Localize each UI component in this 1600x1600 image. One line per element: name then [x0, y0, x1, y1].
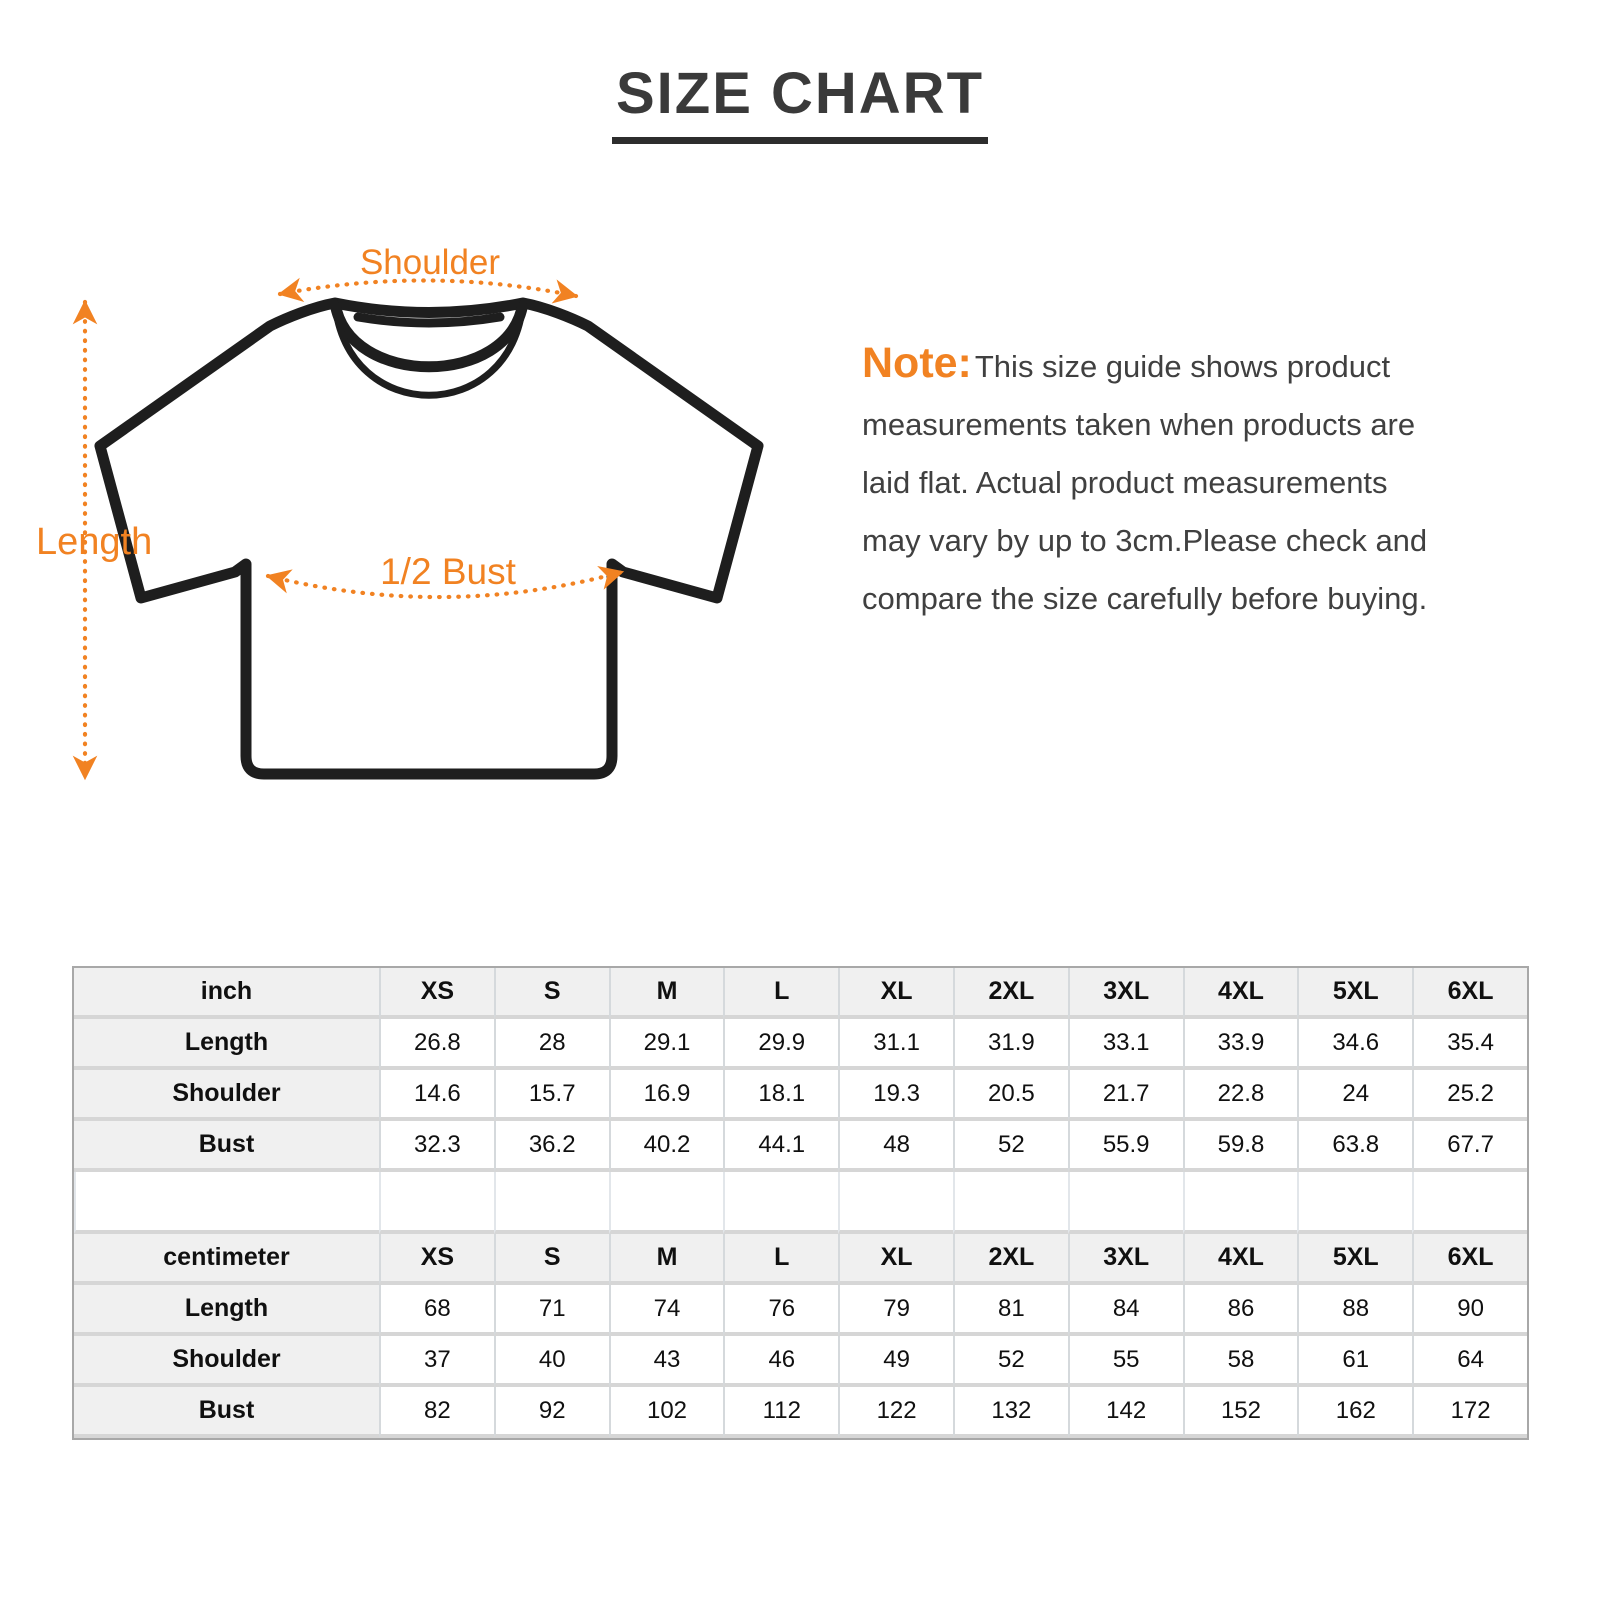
measurement-value: 58 [1183, 1336, 1298, 1387]
measurement-value: 84 [1068, 1285, 1183, 1336]
measurement-value: 102 [609, 1387, 724, 1438]
measurement-value: 33.1 [1068, 1019, 1183, 1070]
note-line: Note:This size guide shows product [862, 339, 1391, 387]
size-col-header: 3XL [1068, 1234, 1183, 1285]
measurement-value: 90 [1412, 1285, 1527, 1336]
measurement-value: 52 [953, 1121, 1068, 1172]
note-label: Note: [862, 339, 972, 387]
measurement-value: 132 [953, 1387, 1068, 1438]
measurement-value: 81 [953, 1285, 1068, 1336]
spacer-cell [609, 1172, 724, 1234]
size-col-header: 6XL [1412, 1234, 1527, 1285]
measurement-value: 52 [953, 1336, 1068, 1387]
size-col-header: 2XL [953, 968, 1068, 1019]
table-spacer-row [74, 1172, 1527, 1234]
measurement-value: 172 [1412, 1387, 1527, 1438]
measurement-value: 68 [379, 1285, 494, 1336]
row-label: Length [74, 1285, 379, 1336]
measurement-value: 40 [494, 1336, 609, 1387]
row-label: Bust [74, 1121, 379, 1172]
length-label: Length [36, 521, 153, 563]
measurement-value: 67.7 [1412, 1121, 1527, 1172]
measurement-value: 19.3 [838, 1070, 953, 1121]
measurement-value: 29.1 [609, 1019, 724, 1070]
measurement-value: 34.6 [1297, 1019, 1412, 1070]
spacer-cell [723, 1172, 838, 1234]
measurement-value: 59.8 [1183, 1121, 1298, 1172]
page-header [0, 60, 1600, 144]
measurement-value: 55 [1068, 1336, 1183, 1387]
measurement-value: 79 [838, 1285, 953, 1336]
size-col-header: XL [838, 968, 953, 1019]
size-col-header: 3XL [1068, 968, 1183, 1019]
size-col-header: 2XL [953, 1234, 1068, 1285]
measurement-value: 74 [609, 1285, 724, 1336]
measurement-value: 26.8 [379, 1019, 494, 1070]
measurement-value: 49 [838, 1336, 953, 1387]
measurement-row-inch-shoulder [74, 1070, 1527, 1121]
size-col-header: 5XL [1297, 968, 1412, 1019]
measurement-value: 122 [838, 1387, 953, 1438]
measurement-value: 36.2 [494, 1121, 609, 1172]
measurement-row-centimeter-length [74, 1285, 1527, 1336]
measurement-value: 40.2 [609, 1121, 724, 1172]
size-col-header: M [609, 1234, 724, 1285]
spacer-cell [379, 1172, 494, 1234]
size-col-header: S [494, 1234, 609, 1285]
measurement-value: 33.9 [1183, 1019, 1298, 1070]
spacer-cell [953, 1172, 1068, 1234]
tshirt-diagram-svg [28, 228, 790, 803]
measurement-value: 31.9 [953, 1019, 1068, 1070]
size-col-header: XS [379, 1234, 494, 1285]
page-title: SIZE CHART [612, 60, 988, 144]
measurement-value: 37 [379, 1336, 494, 1387]
shoulder-arrow [280, 280, 576, 296]
shoulder-label: Shoulder [359, 243, 501, 282]
measurement-value: 92 [494, 1387, 609, 1438]
size-col-header: S [494, 968, 609, 1019]
measurement-value: 32.3 [379, 1121, 494, 1172]
size-header-row-inch [74, 968, 1527, 1019]
row-label: Bust [74, 1387, 379, 1438]
size-col-header: 4XL [1183, 1234, 1298, 1285]
size-col-header: L [723, 1234, 838, 1285]
size-col-header: L [723, 968, 838, 1019]
measurement-value: 112 [723, 1387, 838, 1438]
measurement-value: 18.1 [723, 1070, 838, 1121]
size-tables [72, 966, 1529, 1440]
bust-label: 1/2 Bust [380, 551, 516, 592]
spacer-cell [1297, 1172, 1412, 1234]
size-col-header: 4XL [1183, 968, 1298, 1019]
note-line: laid flat. Actual product measurements [862, 465, 1388, 500]
measurement-value: 22.8 [1183, 1070, 1298, 1121]
size-col-header: XL [838, 1234, 953, 1285]
measurement-value: 44.1 [723, 1121, 838, 1172]
measurement-value: 29.9 [723, 1019, 838, 1070]
spacer-cell [1412, 1172, 1527, 1234]
measurement-value: 63.8 [1297, 1121, 1412, 1172]
measurement-value: 46 [723, 1336, 838, 1387]
measurement-row-inch-bust [74, 1121, 1527, 1172]
size-col-header: M [609, 968, 724, 1019]
measurement-value: 71 [494, 1285, 609, 1336]
tshirt-measurement-diagram [28, 228, 790, 803]
spacer-cell [74, 1172, 379, 1234]
note-line: measurements taken when products are [862, 407, 1416, 442]
row-label: Shoulder [74, 1336, 379, 1387]
size-col-header: 6XL [1412, 968, 1527, 1019]
measurement-value: 82 [379, 1387, 494, 1438]
row-label: Shoulder [74, 1070, 379, 1121]
measurement-row-centimeter-shoulder [74, 1336, 1527, 1387]
note-line: compare the size carefully before buying. [862, 581, 1428, 616]
measurement-value: 76 [723, 1285, 838, 1336]
size-col-header: 5XL [1297, 1234, 1412, 1285]
measurement-value: 28 [494, 1019, 609, 1070]
measurement-value: 43 [609, 1336, 724, 1387]
spacer-cell [494, 1172, 609, 1234]
measurement-value: 86 [1183, 1285, 1298, 1336]
measurement-value: 25.2 [1412, 1070, 1527, 1121]
spacer-cell [1183, 1172, 1298, 1234]
measurement-value: 15.7 [494, 1070, 609, 1121]
measurement-value: 142 [1068, 1387, 1183, 1438]
row-label: Length [74, 1019, 379, 1070]
note-block [862, 334, 1522, 628]
unit-header-centimeter: centimeter [74, 1234, 379, 1285]
unit-header-inch: inch [74, 968, 379, 1019]
measurement-row-centimeter-bust [74, 1387, 1527, 1438]
measurement-value: 14.6 [379, 1070, 494, 1121]
measurement-value: 16.9 [609, 1070, 724, 1121]
size-table [72, 966, 1529, 1440]
measurement-value: 55.9 [1068, 1121, 1183, 1172]
measurement-value: 61 [1297, 1336, 1412, 1387]
measurement-value: 21.7 [1068, 1070, 1183, 1121]
spacer-cell [1068, 1172, 1183, 1234]
measurement-value: 88 [1297, 1285, 1412, 1336]
measurement-value: 24 [1297, 1070, 1412, 1121]
size-header-row-centimeter [74, 1234, 1527, 1285]
size-col-header: XS [379, 968, 494, 1019]
measurement-value: 64 [1412, 1336, 1527, 1387]
measurement-value: 20.5 [953, 1070, 1068, 1121]
measurement-value: 48 [838, 1121, 953, 1172]
measurement-row-inch-length [74, 1019, 1527, 1070]
note-line: may vary by up to 3cm.Please check and [862, 523, 1428, 558]
tshirt-outline [100, 303, 758, 774]
measurement-value: 35.4 [1412, 1019, 1527, 1070]
measurement-value: 31.1 [838, 1019, 953, 1070]
measurement-value: 162 [1297, 1387, 1412, 1438]
spacer-cell [838, 1172, 953, 1234]
measurement-value: 152 [1183, 1387, 1298, 1438]
